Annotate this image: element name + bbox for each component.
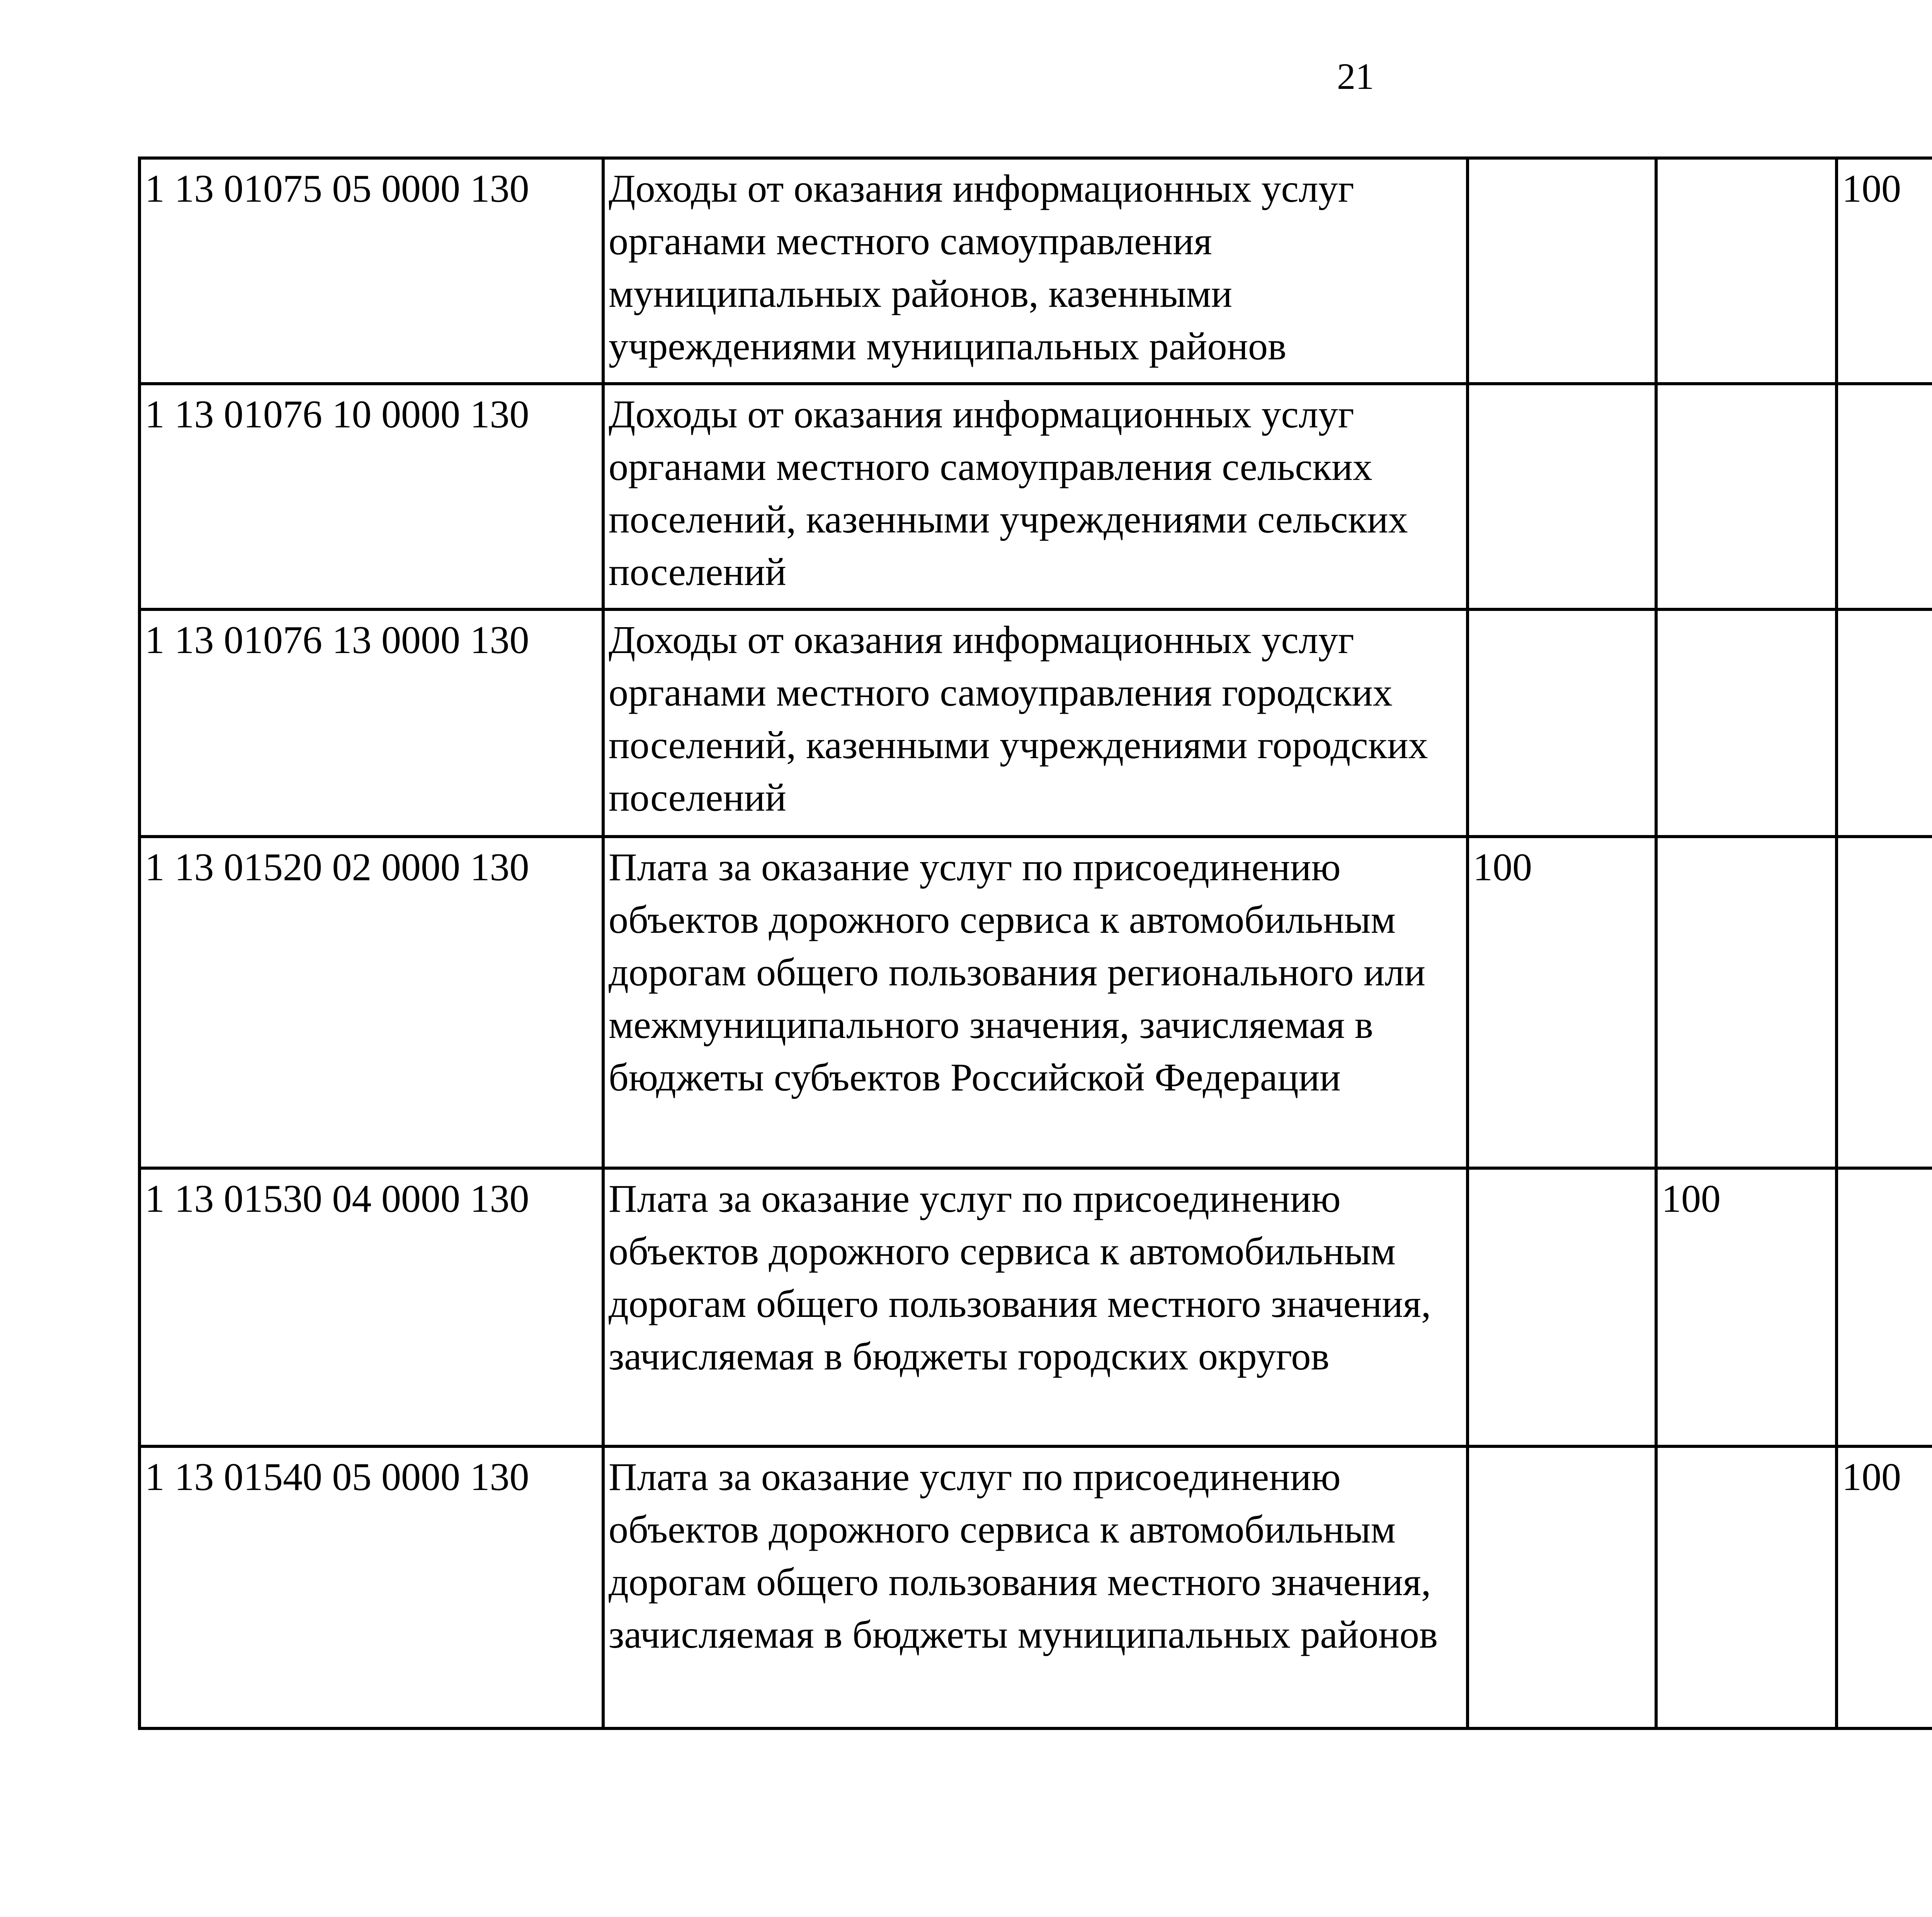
share-cell-2: 100 — [1656, 1168, 1837, 1446]
share-cell-3 — [1837, 384, 1932, 609]
share-cell-2 — [1656, 384, 1837, 609]
share-cell-3: 100 — [1837, 158, 1932, 384]
share-cell-1 — [1468, 609, 1656, 837]
revenue-description-cell: Доходы от оказания информационных услуг органами местного самоуправления сельских поселений, казенными учреждениями сельских поселений — [603, 384, 1468, 609]
revenue-description-cell: Доходы от оказания информационных услуг органами местного самоуправления городских поселений, казенными учреждениями городских поселений — [603, 609, 1468, 837]
page-number: 21 — [1337, 56, 1374, 97]
table-row — [139, 384, 1932, 609]
table-row — [139, 1168, 1932, 1446]
table-row — [139, 837, 1932, 1168]
budget-code-cell: 1 13 01520 02 0000 130 — [139, 837, 603, 1168]
share-cell-1 — [1468, 1168, 1656, 1446]
revenue-description-cell: Плата за оказание услуг по присоединению объектов дорожного сервиса к автомобильным дорогам общего пользования местного значения, зачисляемая в бюджеты городских округов — [603, 1168, 1468, 1446]
budget-code-cell: 1 13 01540 05 0000 130 — [139, 1446, 603, 1728]
share-cell-3 — [1837, 837, 1932, 1168]
budget-code-cell: 1 13 01076 13 0000 130 — [139, 609, 603, 837]
share-cell-3: 100 — [1837, 1446, 1932, 1728]
budget-code-cell: 1 13 01076 10 0000 130 — [139, 384, 603, 609]
revenue-description-cell: Плата за оказание услуг по присоединению объектов дорожного сервиса к автомобильным дорогам общего пользования регионального или межмуниципального значения, зачисляемая в бюджеты субъектов Российской Федерации — [603, 837, 1468, 1168]
share-cell-1 — [1468, 384, 1656, 609]
share-cell-2 — [1656, 837, 1837, 1168]
table-row — [139, 609, 1932, 837]
share-cell-3 — [1837, 609, 1932, 837]
share-cell-2 — [1656, 158, 1837, 384]
share-cell-1: 100 — [1468, 837, 1656, 1168]
budget-code-cell: 1 13 01530 04 0000 130 — [139, 1168, 603, 1446]
revenue-description-cell: Плата за оказание услуг по присоединению объектов дорожного сервиса к автомобильным дорогам общего пользования местного значения, зачисляемая в бюджеты муниципальных районов — [603, 1446, 1468, 1728]
share-cell-1 — [1468, 158, 1656, 384]
share-cell-2 — [1656, 1446, 1837, 1728]
share-cell-2 — [1656, 609, 1837, 837]
table-row — [139, 1446, 1932, 1728]
budget-code-cell: 1 13 01075 05 0000 130 — [139, 158, 603, 384]
share-cell-1 — [1468, 1446, 1656, 1728]
share-cell-3 — [1837, 1168, 1932, 1446]
table-row — [139, 158, 1932, 384]
revenue-description-cell: Доходы от оказания информационных услуг органами местного самоуправления муниципальных районов, казенными учреждениями муниципальных районов — [603, 158, 1468, 384]
revenue-distribution-table — [138, 156, 1932, 1730]
